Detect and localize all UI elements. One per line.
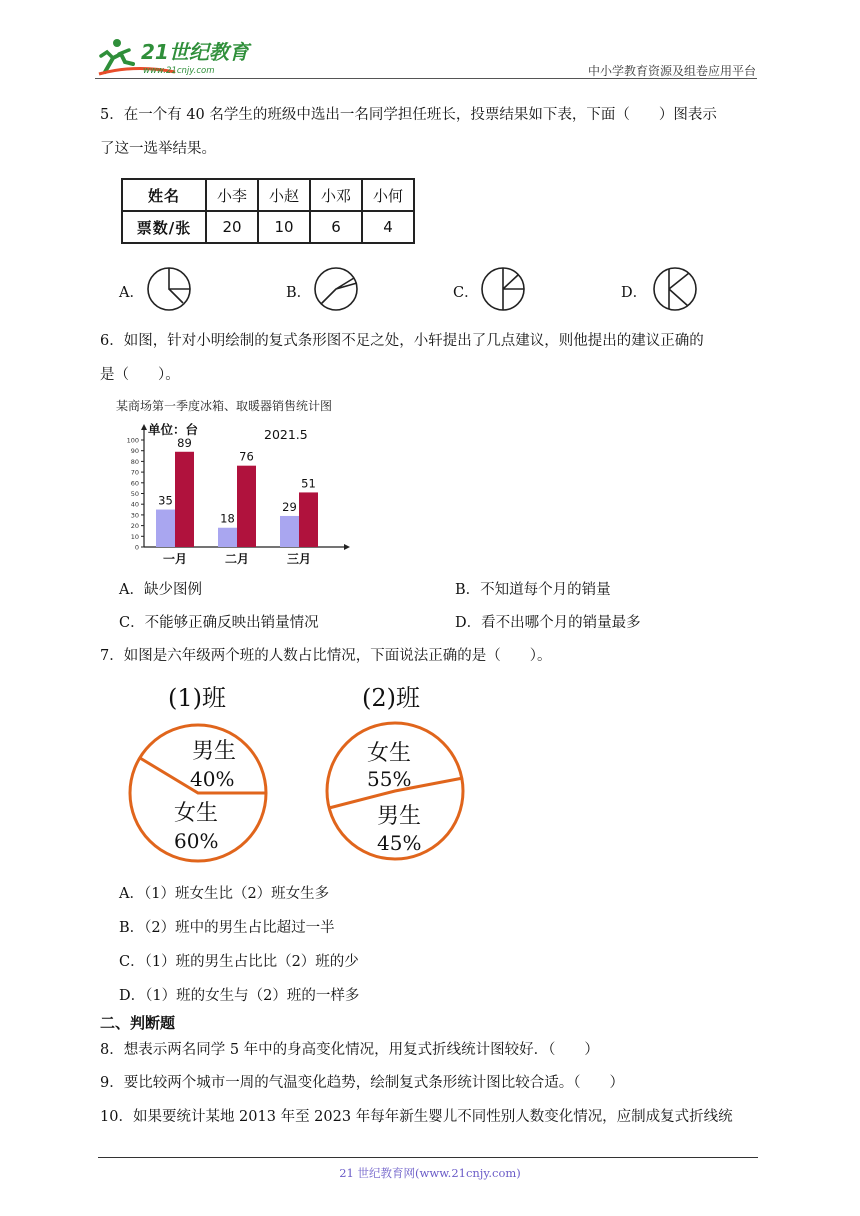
bar [280, 516, 299, 547]
sales-bar-chart [116, 392, 366, 572]
table-row [122, 211, 414, 243]
table-cell: 20 [206, 211, 258, 243]
table-cell: 小李 [206, 179, 258, 211]
q5-option-b-pie [313, 266, 359, 312]
q6-line1: 6．如图，针对小明绘制的复式条形图不足之处，小轩提出了几点建议，则他提出的建议正确的 [100, 333, 704, 349]
table-cell: 6 [310, 211, 362, 243]
chart-title: 某商场第一季度冰箱、取暖器销售统计图 [116, 399, 333, 413]
class2-girls-pct: 55% [367, 767, 412, 791]
q7-option-d: D．（1）班的女生与（2）班的一样多 [119, 988, 360, 1004]
chart-date-label: 2021.5 [264, 427, 308, 442]
bar-value-label: 89 [177, 435, 192, 450]
q6-line2: 是（ ）。 [100, 367, 180, 383]
class2-boys-label: 男生 [377, 804, 422, 829]
section-title: 二、判断题 [100, 1014, 176, 1032]
bar [299, 492, 318, 547]
y-tick-label: 20 [130, 522, 139, 531]
q5-line1: 5．在一个有 40 名学生的班级中选出一名同学担任班长，投票结果如下表，下面（ ）图表示 [100, 107, 717, 123]
vote-table [121, 178, 415, 244]
class2-boys-pct: 45% [377, 831, 422, 855]
y-tick-label: 0 [134, 543, 139, 552]
class2-title: (2)班 [362, 684, 420, 712]
bar-value-label: 29 [282, 499, 297, 514]
q7-line1: 7．如图是六年级两个班的人数占比情况，下面说法正确的是（ ）。 [100, 648, 552, 664]
class2-girls-label: 女生 [367, 741, 412, 766]
q5-option-d-label: D． [621, 285, 648, 301]
bar [175, 452, 194, 547]
category-label: 三月 [286, 552, 312, 566]
y-tick-label: 100 [126, 436, 139, 445]
y-tick-label: 30 [130, 511, 139, 520]
q5-option-c-pie [480, 266, 526, 312]
y-tick-label: 60 [130, 479, 139, 488]
bar-value-label: 76 [239, 449, 254, 464]
chart-unit-label: 单位：台 [148, 422, 199, 437]
class1-girls-pct: 60% [174, 829, 219, 853]
table-cell: 票数/张 [122, 211, 206, 243]
q8-text: 8．想表示两名同学 5 年中的身高变化情况，用复式折线统计图较好．（ ） [100, 1042, 599, 1058]
table-row [122, 179, 414, 211]
q6-option-c: C．不能够正确反映出销量情况 [119, 615, 319, 631]
bar [156, 510, 175, 547]
site-logo [95, 34, 255, 78]
svg-text:21世纪教育: 21世纪教育 [141, 40, 249, 64]
y-tick-label: 90 [130, 447, 139, 456]
q7-option-b: B．（2）班中的男生占比超过一半 [119, 920, 335, 936]
table-cell: 4 [362, 211, 414, 243]
class1-girls-label: 女生 [174, 801, 219, 826]
y-tick-label: 70 [130, 468, 139, 477]
q6-option-a: A．缺少图例 [119, 582, 202, 598]
class2-pie [327, 723, 463, 859]
y-tick-label: 40 [130, 500, 139, 509]
q7-option-a: A．（1）班女生比（2）班女生多 [119, 886, 330, 902]
q10-text: 10．如果要统计某地 2013 年至 2023 年每年新生婴儿不同性别人数变化情况，应制成复式折线统 [100, 1109, 733, 1125]
class-pie-charts [124, 678, 474, 868]
class1-title: (1)班 [168, 684, 226, 712]
category-label: 二月 [224, 552, 250, 566]
category-label: 一月 [162, 552, 188, 566]
bar [218, 528, 237, 547]
q5-option-c-label: C． [453, 285, 479, 301]
q5-option-d-pie [652, 266, 698, 312]
y-tick-label: 50 [130, 490, 139, 498]
x-axis-arrow [344, 544, 350, 550]
footer-link[interactable]: 21 世纪教育网(www.21cnjy.com) [339, 1166, 521, 1180]
table-cell: 小赵 [258, 179, 310, 211]
q9-text: 9．要比较两个城市一周的气温变化趋势，绘制复式条形统计图比较合适。（ ） [100, 1075, 624, 1091]
q5-line2: 了这一选举结果。 [100, 141, 216, 157]
svg-text:www.21cnjy.com: www.21cnjy.com [143, 66, 215, 76]
platform-name: 中小学教育资源及组卷应用平台 [587, 64, 756, 78]
q7-option-c: C．（1）班的男生占比比（2）班的少 [119, 954, 359, 970]
q5-option-a-pie [146, 266, 192, 312]
table-cell: 10 [258, 211, 310, 243]
class1-boys-pct: 40% [190, 767, 235, 791]
y-tick-label: 10 [130, 532, 139, 541]
bar [237, 466, 256, 547]
q6-option-b: B．不知道每个月的销量 [455, 582, 611, 598]
table-cell: 小邓 [310, 179, 362, 211]
y-axis-arrow [141, 424, 147, 430]
table-cell: 姓名 [122, 179, 206, 211]
class1-boys-label: 男生 [192, 739, 237, 764]
q5-option-a-label: A． [119, 285, 144, 301]
bar-value-label: 18 [220, 511, 235, 526]
bar-value-label: 51 [301, 476, 316, 491]
header-divider [95, 78, 757, 79]
q5-option-b-label: B． [286, 285, 312, 301]
y-tick-label: 80 [130, 457, 139, 466]
footer-divider [98, 1157, 758, 1158]
q6-option-d: D．看不出哪个月的销量最多 [455, 615, 641, 631]
bar-value-label: 35 [158, 493, 173, 508]
class1-pie [130, 725, 266, 861]
table-cell: 小何 [362, 179, 414, 211]
